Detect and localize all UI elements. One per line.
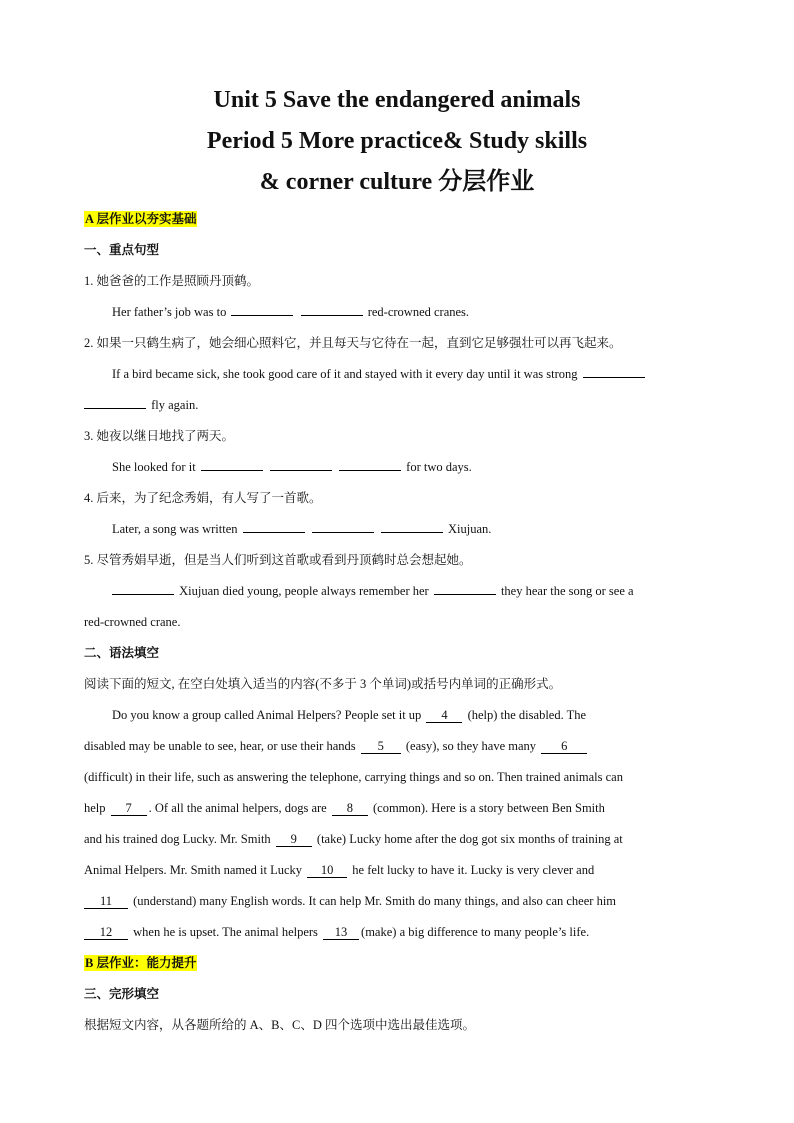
numbered-blank[interactable]: 12	[84, 925, 128, 940]
numbered-blank[interactable]: 10	[307, 863, 347, 878]
item2-en: If a bird became sick, she took good care of it and stayed with it every day until it was strong	[84, 359, 712, 390]
answer-blank[interactable]	[301, 302, 363, 316]
part2-instruction: 阅读下面的短文, 在空白处填入适当的内容(不多于 3 个单词)或括号内单词的正确形式。	[84, 677, 562, 691]
answer-blank[interactable]	[583, 364, 645, 378]
answer-blank[interactable]	[112, 581, 174, 595]
item5-en-cont: red-crowned crane.	[84, 615, 181, 629]
numbered-blank[interactable]: 5	[361, 739, 401, 754]
numbered-blank[interactable]: 13	[323, 925, 359, 940]
item4-en: Later, a song was written Xiujuan.	[84, 514, 712, 545]
answer-blank[interactable]	[270, 457, 332, 471]
section-b-label: B 层作业：能力提升	[85, 956, 197, 970]
numbered-blank[interactable]: 6	[541, 739, 587, 754]
passage-line-5: and his trained dog Lucky. Mr. Smith 9 (take) Lucky home after the dog got six months of training at	[84, 832, 623, 846]
numbered-blank[interactable]: 4	[426, 708, 462, 723]
item3-en: She looked for it for two days.	[84, 452, 712, 483]
part1-heading: 一、重点句型	[84, 243, 160, 257]
part3-heading: 三、完形填空	[84, 987, 160, 1001]
answer-blank[interactable]	[201, 457, 263, 471]
answer-blank[interactable]	[243, 519, 305, 533]
item1-en: Her father’s job was to red-crowned cranes.	[84, 297, 712, 328]
section-a-label: A 层作业以夯实基础	[85, 212, 197, 226]
part3-instruction: 根据短文内容，从各题所给的 A、B、C、D 四个选项中选出最佳选项。	[84, 1018, 475, 1032]
document-body	[84, 204, 712, 1041]
answer-blank[interactable]	[84, 395, 146, 409]
title-line-2: Period 5 More practice& Study skills	[206, 128, 588, 154]
item1-cn: 1. 她爸爸的工作是照顾丹顶鹤。	[84, 274, 260, 288]
item2-cn: 2. 如果一只鹤生病了，她会细心照料它，并且每天与它待在一起，直到它足够强壮可以再飞起来。	[84, 336, 622, 350]
numbered-blank[interactable]: 9	[276, 832, 312, 847]
passage-line-1: Do you know a group called Animal Helpers? People set it up 4 (help) the disabled. The	[112, 708, 587, 722]
passage-line-6: Animal Helpers. Mr. Smith named it Lucky 10 he felt lucky to have it. Lucky is very clever and	[84, 863, 595, 877]
item3-cn: 3. 她夜以继日地找了两天。	[84, 429, 235, 443]
answer-blank[interactable]	[434, 581, 496, 595]
title-block	[0, 80, 794, 203]
answer-blank[interactable]	[231, 302, 293, 316]
item2-en-cont: fly again.	[84, 390, 712, 421]
answer-blank[interactable]	[381, 519, 443, 533]
part2-heading: 二、语法填空	[84, 646, 160, 660]
passage-line-4: help 7 . Of all the animal helpers, dogs are 8 (common). Here is a story between Ben Smith	[84, 801, 605, 815]
numbered-blank[interactable]: 7	[111, 801, 147, 816]
item4-cn: 4. 后来，为了纪念秀娟，有人写了一首歌。	[84, 491, 322, 505]
numbered-blank[interactable]: 8	[332, 801, 368, 816]
answer-blank[interactable]	[312, 519, 374, 533]
title-line-1: Unit 5 Save the endangered animals	[213, 87, 581, 113]
item5-en: Xiujuan died young, people always remember her they hear the song or see a	[84, 576, 712, 607]
passage-line-7: 11 (understand) many English words. It can help Mr. Smith do many things, and also can cheer him	[84, 886, 712, 917]
passage-line-3: (difficult) in their life, such as answering the telephone, carrying things and so on. Then trained animals can	[84, 770, 623, 784]
title-line-3: & corner culture 分层作业	[259, 169, 535, 195]
passage-line-8: 12 when he is upset. The animal helpers 13 (make) a big difference to many people’s life.	[84, 917, 712, 948]
item5-cn: 5. 尽管秀娟早逝，但是当人们听到这首歌或看到丹顶鹤时总会想起她。	[84, 553, 472, 567]
answer-blank[interactable]	[339, 457, 401, 471]
numbered-blank[interactable]: 11	[84, 894, 128, 909]
passage-line-2: disabled may be unable to see, hear, or use their hands 5 (easy), so they have many 6	[84, 731, 712, 762]
